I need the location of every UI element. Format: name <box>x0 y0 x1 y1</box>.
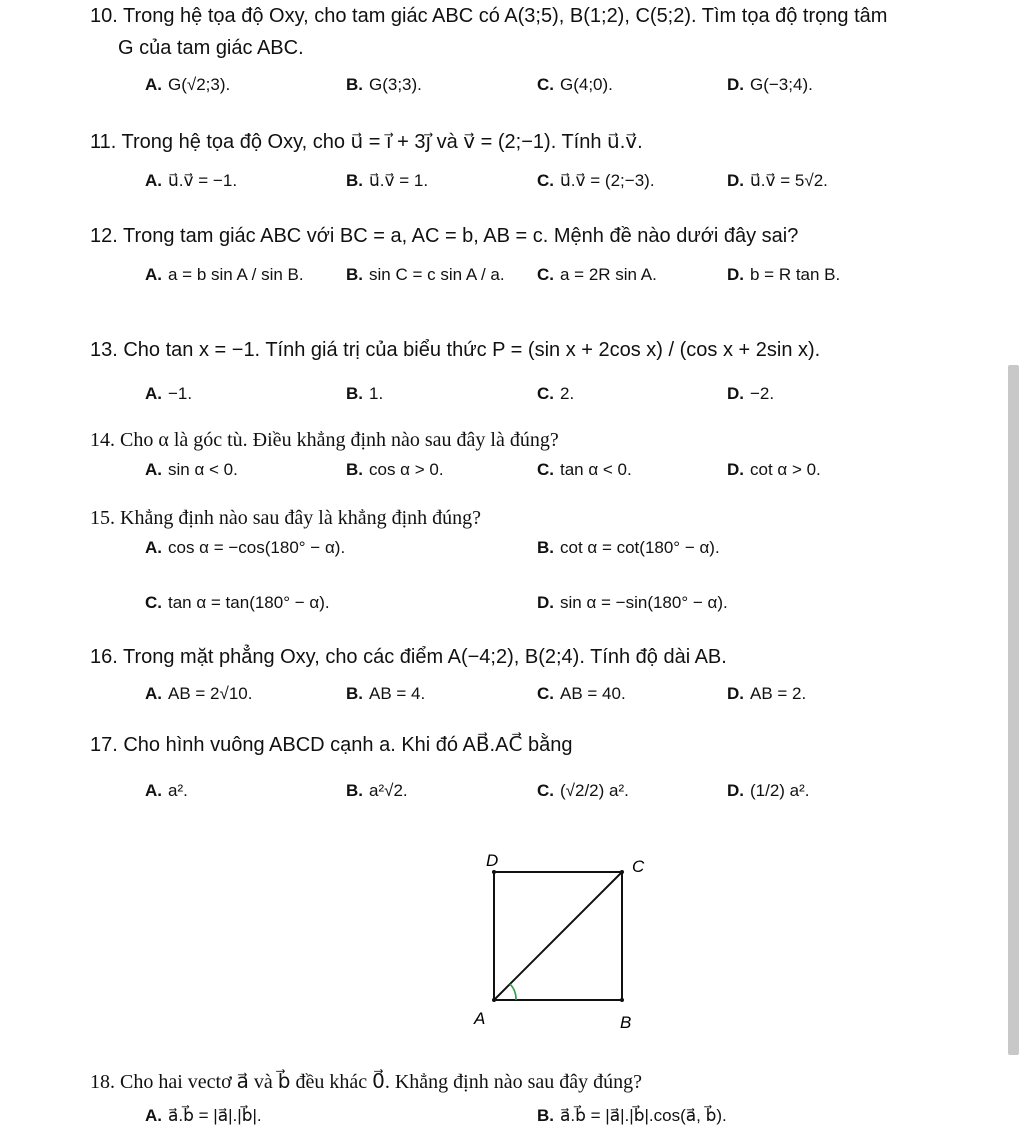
vertex-a-label: A <box>474 1009 486 1028</box>
question-13-option-c: C. 2. <box>537 384 575 403</box>
question-13-option-d: D. −2. <box>727 384 775 403</box>
question-10-option-a: A. G(√2;3). <box>145 75 231 94</box>
question-14-text: 14. Cho α là góc tù. Điều khẳng định nào sau đây là đúng? <box>90 429 559 451</box>
question-14-option-a: A. sin α < 0. <box>145 460 238 479</box>
question-16-option-c: C. AB = 40. <box>537 684 626 703</box>
question-14-option-c: C. tan α < 0. <box>537 460 632 479</box>
question-15-option-d: D. sin α = −sin(180° − α). <box>537 593 728 612</box>
question-10-option-b: B. G(3;3). <box>346 75 422 94</box>
question-10-text-line2: G của tam giác ABC. <box>118 37 304 59</box>
question-15-option-b: B. cot α = cot(180° − α). <box>537 538 720 557</box>
vertex-b-dot <box>620 998 624 1002</box>
question-12-option-d: D. b = R tan B. <box>727 265 841 284</box>
vertex-a-dot <box>492 998 496 1002</box>
question-15-text: 15. Khẳng định nào sau đây là khẳng định đúng? <box>90 507 482 529</box>
question-14-option-b: B. cos α > 0. <box>346 460 444 479</box>
question-12-option-b: B. sin C = c sin A / a. <box>346 265 505 284</box>
question-10-option-c: C. G(4;0). <box>537 75 613 94</box>
question-11-option-d: D. u⃗.v⃗ = 5√2. <box>727 171 828 190</box>
question-17-option-b: B. a²√2. <box>346 781 408 800</box>
question-16-option-d: D. AB = 2. <box>727 684 807 703</box>
question-18-option-b: B. a⃗.b⃗ = |a⃗|.|b⃗|.cos(a⃗, b⃗). <box>537 1106 727 1125</box>
question-17-option-d: D. (1/2) a². <box>727 781 810 800</box>
question-11-option-c: C. u⃗.v⃗ = (2;−3). <box>537 171 655 190</box>
question-17-option-c: C. (√2/2) a². <box>537 781 629 800</box>
question-16-option-a: A. AB = 2√10. <box>145 684 253 703</box>
question-12-text: 12. Trong tam giác ABC với BC = a, AC = b, AB = c. Mệnh đề nào dưới đây sai? <box>90 225 799 247</box>
angle-arc-a <box>510 984 516 1000</box>
question-12-option-a: A. a = b sin A / sin B. <box>145 265 304 284</box>
question-17-option-a: A. a². <box>145 781 188 800</box>
vertical-scrollbar[interactable] <box>1008 365 1019 1055</box>
vertex-d-label: D <box>486 851 499 870</box>
question-11-text: 11. Trong hệ tọa độ Oxy, cho u⃗ = i⃗ + 3j⃗ và v⃗ = (2;−1). Tính u⃗.v⃗. <box>90 131 643 153</box>
vertex-c-label: C <box>632 857 645 876</box>
question-12-option-c: C. a = 2R sin A. <box>537 265 657 284</box>
question-15-option-c: C. tan α = tan(180° − α). <box>145 593 330 612</box>
question-18-text: 18. Cho hai vectơ a⃗ và b⃗ đều khác 0⃗. Khẳng định nào sau đây đúng? <box>90 1071 643 1093</box>
question-16-text: 16. Trong mặt phẳng Oxy, cho các điểm A(−4;2), B(2;4). Tính độ dài AB. <box>90 646 727 668</box>
question-13-text: 13. Cho tan x = −1. Tính giá trị của biểu thức P = (sin x + 2cos x) / (cos x + 2sin x). <box>90 339 821 361</box>
vertex-b-label: B <box>620 1013 632 1032</box>
square-abcd-figure <box>470 850 650 1040</box>
question-16-option-b: B. AB = 4. <box>346 684 426 703</box>
question-11-option-a: A. u⃗.v⃗ = −1. <box>145 171 238 190</box>
diagonal-ac <box>494 872 622 1000</box>
vertex-c-dot <box>620 870 624 874</box>
question-13-option-b: B. 1. <box>346 384 384 403</box>
question-18-option-a: A. a⃗.b⃗ = |a⃗|.|b⃗|. <box>145 1106 262 1125</box>
question-15-option-a: A. cos α = −cos(180° − α). <box>145 538 346 557</box>
question-11-option-b: B. u⃗.v⃗ = 1. <box>346 171 429 190</box>
question-14-option-d: D. cot α > 0. <box>727 460 821 479</box>
question-10-option-d: D. G(−3;4). <box>727 75 813 94</box>
question-10-text: 10. Trong hệ tọa độ Oxy, cho tam giác ABC có A(3;5), B(1;2), C(5;2). Tìm tọa độ trọng tâm <box>90 5 888 27</box>
vertex-d-dot <box>492 870 496 874</box>
question-13-option-a: A. −1. <box>145 384 193 403</box>
question-17-text: 17. Cho hình vuông ABCD cạnh a. Khi đó AB⃗.AC⃗ bằng <box>90 734 573 756</box>
